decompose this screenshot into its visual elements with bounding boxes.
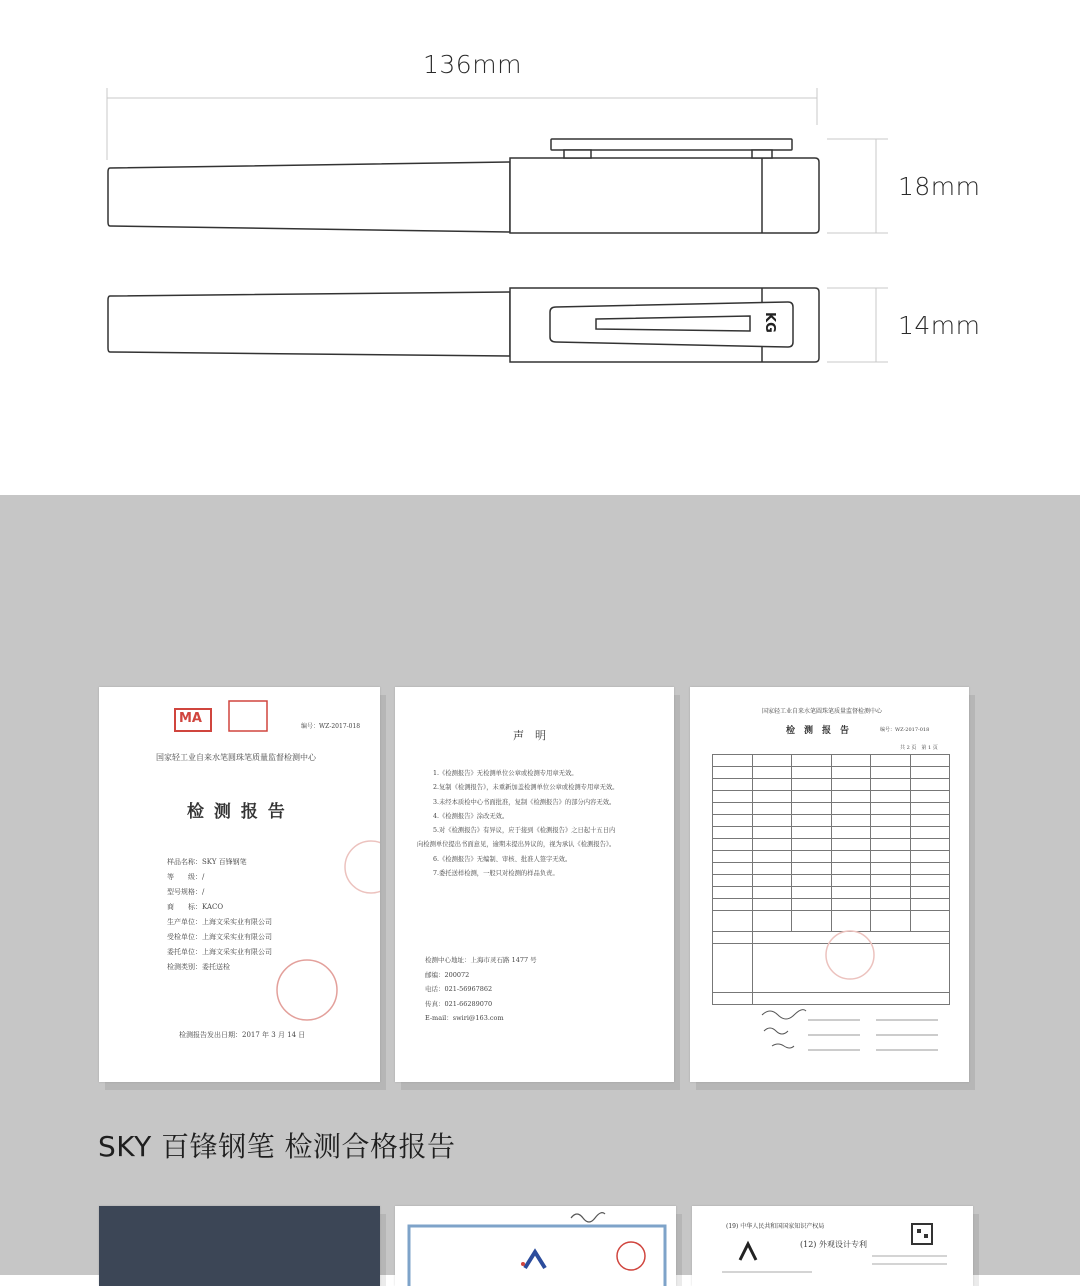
results-org: 国家轻工业自来水笔圆珠笔质量监督检测中心 bbox=[762, 708, 883, 715]
height-clip-label: 14mm bbox=[898, 311, 981, 340]
cma-mark: MA bbox=[179, 711, 202, 726]
patent-type: (12) 外观设计专利 bbox=[800, 1240, 867, 1249]
report-issue-date: 检测报告发出日期：2017 年 3 月 14 日 bbox=[179, 1031, 306, 1039]
report-org: 国家轻工业自来水笔圆珠笔质量监督检测中心 bbox=[156, 753, 316, 762]
report-statement-document bbox=[395, 687, 674, 1082]
statement-items: 1.《检测报告》无检测单位公章或检测专用章无效。 2.复制《检测报告》，未重新加盖检测单位公章或检测专用章无效。 3.未经本质检中心书面批准，复制《检测报告》的部分内容无效。 4.《检测报告》涂改无效。 5.对《检测报告》有异议，应于接到《检测报告》之日起十五日内 向检测单位提出书面意见，逾期未提出异议的，视为承认《检测报告》。 6.《检测报告》无编制、审核、批准人签字无效。 7.委托送样检测，一般只对检测的样品负责。 bbox=[417, 770, 619, 878]
results-title: 检 测 报 告 bbox=[786, 726, 850, 736]
report-fields: 样品名称：SKY 百锋钢笔 等 级：/ 型号规格：/ 商 标：KACO 生产单位：上海文采实业有限公司 受检单位：上海文采实业有限公司 委托单位：上海文采实业有限公司 检测类别：委托送检 bbox=[167, 858, 272, 971]
certificate-patent bbox=[692, 1206, 973, 1286]
report-cover-document bbox=[99, 687, 380, 1082]
pen-side-view bbox=[108, 139, 819, 233]
pen-top-view bbox=[108, 288, 819, 362]
patent-emblem-and-qr bbox=[692, 1206, 973, 1286]
patent-header: (19) 中华人民共和国国家知识产权局 bbox=[726, 1223, 825, 1230]
certificate-preview-2 bbox=[395, 1206, 676, 1286]
results-page: 共 2 页 第 1 页 bbox=[900, 745, 938, 751]
brand-logo-text: KG bbox=[762, 312, 777, 333]
report-number: 编号：WZ-2017-018 bbox=[301, 723, 361, 730]
dimension-section bbox=[0, 0, 1080, 495]
statement-title: 声 明 bbox=[513, 729, 546, 742]
report-caption: SKY 百锋钢笔 检测合格报告 bbox=[98, 1130, 456, 1163]
results-seal-and-signatures bbox=[690, 687, 969, 1082]
pen-dimension-drawing bbox=[0, 0, 1080, 495]
results-number: 编号：WZ-2017-018 bbox=[880, 727, 930, 733]
statement-contact: 检测中心地址：上海市灵石路 1477 号 邮编：200072 电话：021-56967862 传真：021-66289070 E-mail：swiri@163.com bbox=[425, 956, 537, 1022]
report-title: 检 测 报 告 bbox=[187, 802, 287, 822]
length-label: 136mm bbox=[423, 50, 522, 79]
height-capped-label: 18mm bbox=[898, 172, 981, 201]
report-results-document bbox=[690, 687, 969, 1082]
seal-stamp bbox=[99, 687, 380, 1082]
certificate-cover-dark bbox=[99, 1206, 380, 1286]
